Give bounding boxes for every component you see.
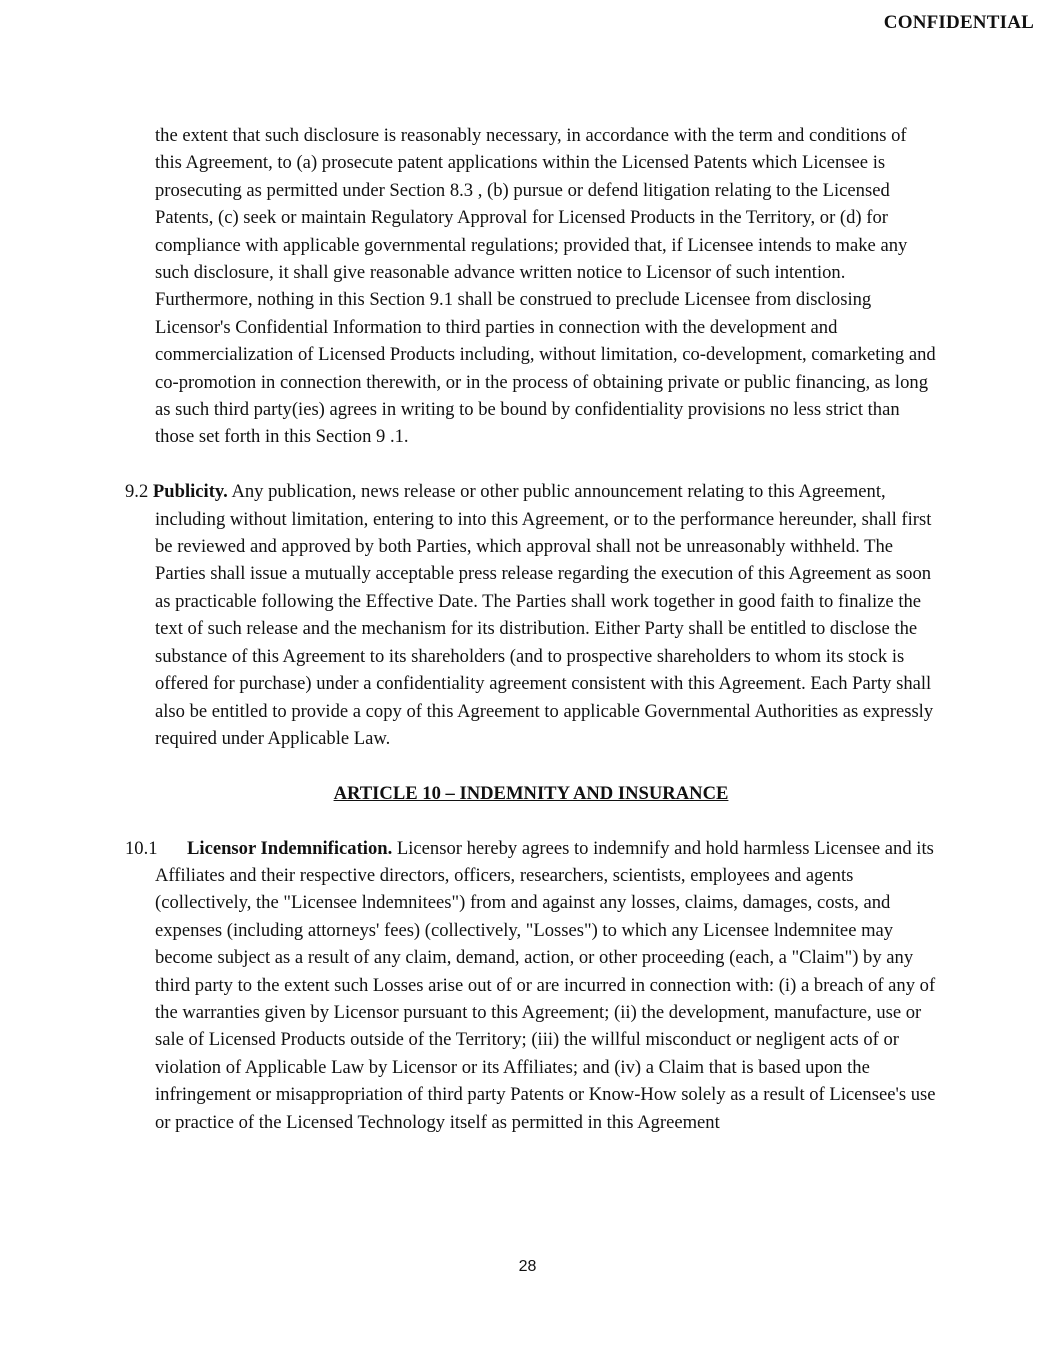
document-body <box>125 122 937 1136</box>
section-10-1-title: Licensor Indemnification. <box>187 837 393 859</box>
article-10-heading: ARTICLE 10 – INDEMNITY AND INSURANCE <box>333 782 729 804</box>
confidential-label: CONFIDENTIAL <box>883 12 1034 33</box>
section-9-2-text: Any publication, news release or other public announcement relating to this Agreement, including without limitation, entering to into this Agreement, or to the performance hereunder, shall first be reviewed and approved by both Parties, which approval shall not be unreasonably withheld. The Parties shall issue a mutually acceptable press release regarding the execution of this Agreement as soon as practicable following the Effective Date. The Parties shall work together in good faith to finalize the text of such release and the mechanism for its distribution. Either Party shall be entitled to disclose the substance of this Agreement to its shareholders (and to prospective shareholders to whom its stock is offered for purchase) under a confidentiality agreement consistent with this Agreement. Each Party shall also be entitled to provide a copy of this Agreement to applicable Governmental Authorities as expressly required under Applicable Law. <box>155 481 934 749</box>
section-9-2-number: 9.2 <box>125 481 149 503</box>
section-10-1-text: Licensor hereby agrees to indemnify and hold harmless Licensee and its Affiliates and their respective directors, officers, researchers, scientists, employees and agents (collectively, the "Licensee lndemnitees") from and against any losses, claims, damages, costs, and expenses (including attorneys' fees) (collectively, "Losses") to which any Licensee lndemnitee may become subject as a result of any claim, demand, action, or other proceeding (each, a "Claim") by any third party to the extent such Losses arise out of or are incurred in connection with: (i) a breach of any of the warranties given by Licensor pursuant to this Agreement; (ii) the development, manufacture, use or sale of Licensed Products outside of the Territory; (iii) the willful misconduct or negligent acts of or violation of Applicable Law by Licensor or its Affiliates; and (iv) a Claim that is based upon the infringement or misappropriation of third party Patents or Know-How solely as a result of Licensee's use or practice of the Licensed Technology itself as permitted in this Agreement <box>155 837 936 1133</box>
section-9-2 <box>125 478 937 752</box>
paragraph-gap <box>125 451 937 478</box>
paragraph-gap <box>125 752 937 779</box>
section-10-1 <box>125 835 937 1136</box>
section-10-1-number: 10.1 <box>125 837 158 859</box>
paragraph-gap <box>125 807 937 834</box>
page-number: 28 <box>518 1258 537 1275</box>
section-9-1-continuation: the extent that such disclosure is reasonably necessary, in accordance with the term and conditions of this Agreement, to (a) prosecute patent applications within the Licensed Patents which Licensee is prosecuting as permitted under Section 8.3 , (b) pursue or defend litigation relating to the Licensed Patents, (c) seek or maintain Regulatory Approval for Licensed Products in the Territory, or (d) for compliance with applicable governmental regulations; provided that, if Licensee intends to make any such disclosure, it shall give reasonable advance written notice to Licensor of such intention. Furthermore, nothing in this Section 9.1 shall be construed to preclude Licensee from disclosing Licensor's Confidential Information to third parties in connection with the development and commercialization of Licensed Products including, without limitation, co-development, comarketing and co-promotion in connection therewith, or in the process of obtaining private or public financing, as long as such third party(ies) agrees in writing to be bound by confidentiality provisions no less strict than those set forth in this Section 9 .1. <box>155 125 936 448</box>
section-9-2-title: Publicity. <box>152 481 228 503</box>
